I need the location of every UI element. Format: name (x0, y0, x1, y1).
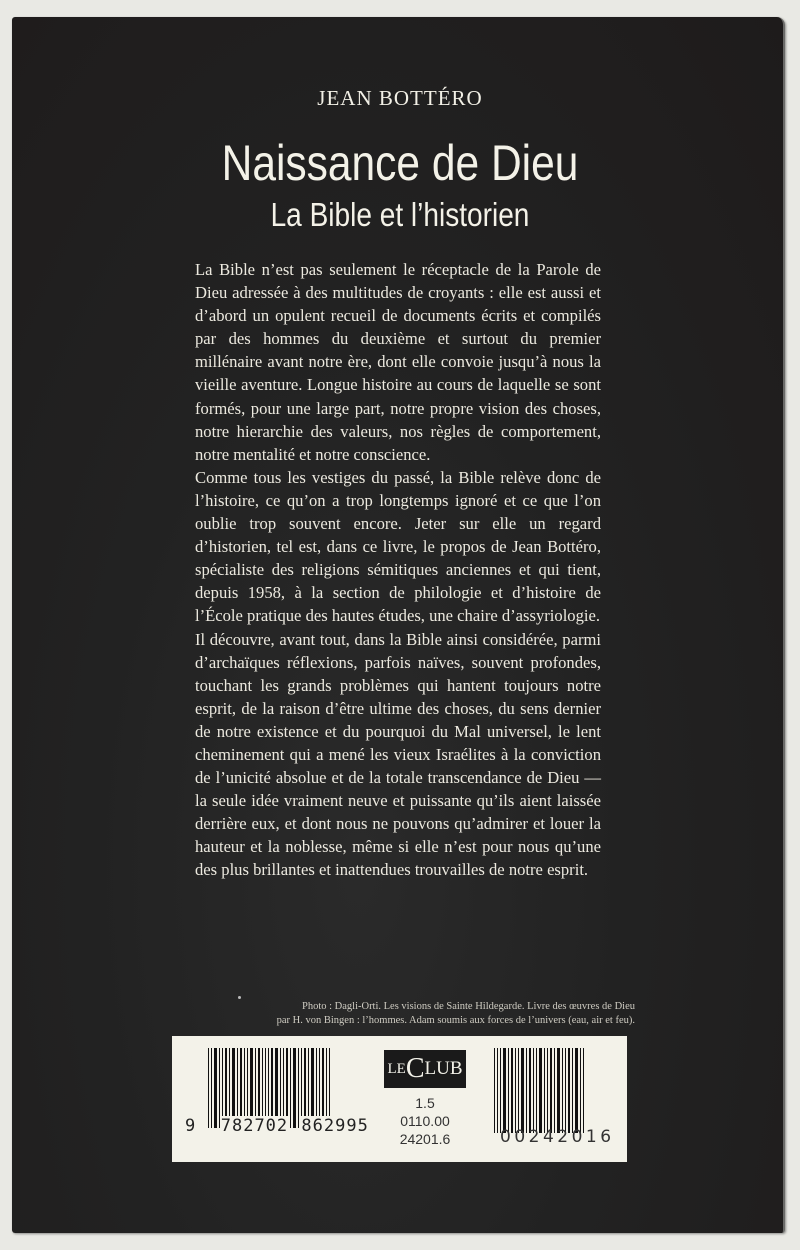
speck (238, 996, 241, 999)
barcode-bar (511, 1048, 513, 1133)
blurb-paragraph: La Bible n’est pas seulement le réceptacle de la Parole de Dieu adressée à des multitudes de croyants : elle est aussi et d’abord un opulent recueil de documents écrits et compilés par des hommes du deuxième et surtout du premier millénaire avant notre ère, dont elle convoie jusqu’à nous la vieille aventure. Longue histoire au cours de laquelle se sont formés, pour une large part, notre propre vision des choses, notre hierarchie des valeurs, nos règles de comportement, notre mentalité et notre conscience. (195, 260, 601, 464)
barcode-bar (494, 1048, 495, 1133)
code-line: 1.5 (415, 1095, 435, 1111)
photo-credit-line: Photo : Dagli-Orti. Les visions de Sainte Hildegarde. Livre des œuvres de Dieu (301, 1001, 635, 1012)
barcode-bar (575, 1048, 578, 1133)
ean-barcode (494, 1048, 586, 1133)
barcode-bar (521, 1048, 524, 1133)
barcode-bar (572, 1048, 573, 1133)
ean-number: 00242016 (500, 1127, 615, 1147)
barcode-label (172, 1036, 627, 1162)
barcode-bar (550, 1048, 552, 1133)
barcode-bar (497, 1048, 498, 1133)
barcode-bar (583, 1048, 584, 1133)
barcode-bar (539, 1048, 542, 1133)
isbn-prefix: 9 (185, 1116, 197, 1136)
blurb-paragraph: Comme tous les vestiges du passé, la Bible relève donc de l’histoire, ce qu’on a trop longtemps ignoré et ce que l’on oublie trop souvent encore. Jeter sur elle un regard d’historien, tel est, dans ce livre, le propos de Jean Bottéro, spécialiste des religions sémitiques anciennes et qui tient, depuis 1958, à la section de philologie et d’histoire de l’École pratique des hautes études, une chaire d’assyriologie. (195, 467, 601, 626)
barcode-bar (544, 1048, 545, 1133)
barcode-bar (515, 1048, 516, 1133)
le-club-logo (384, 1050, 466, 1088)
blurb-paragraph: Il découvre, avant tout, dans la Bible ainsi considérée, parmi d’archaïques réflexions, parfois naïves, souvent profondes, touchant les grands problèmes qui hantent toujours notre esprit, de la raison d’être ultime des choses, du sens dernier de notre existence et du pourquoi du Mal universel, le lent cheminement qui a mené les vieux Israélites à la conviction de l’unicité absolue et de la totale transcendance de Dieu — la seule idée vraiment neuve et puissante qu’ils aient laissée derrière eux, et dont nous ne pouvons qu’admirer et louer la hauteur et la noblesse, même si elle n’est pour nous qu’une des plus brillantes et inattendues trouvailles de notre esprit. (195, 629, 601, 880)
barcode-bar (503, 1048, 506, 1133)
book-title: Naissance de Dieu (221, 135, 579, 191)
barcode-bar (562, 1048, 563, 1133)
barcode-bar (500, 1048, 501, 1133)
barcode-bar (557, 1048, 560, 1133)
photo-credit-line: par H. von Bingen : l’hommes. Adam soumis aux forces de l’univers (eau, air et feu). (276, 1015, 635, 1026)
code-line: 0110.00 (400, 1113, 450, 1129)
barcode-bar (568, 1048, 570, 1133)
isbn-group-2: 862995 (301, 1116, 369, 1136)
code-line: 24201.6 (399, 1131, 451, 1147)
barcode-bar (529, 1048, 531, 1133)
barcode-bar (565, 1048, 566, 1133)
book-subtitle: La Bible et l’historien (270, 196, 530, 233)
barcode-bar (547, 1048, 548, 1133)
isbn-group-1: 782702 (220, 1116, 289, 1136)
barcode-bar (554, 1048, 555, 1133)
logo-c: C (405, 1053, 425, 1084)
barcode-bar (580, 1048, 581, 1133)
catalog-codes (384, 1094, 466, 1148)
barcode-bar (518, 1048, 519, 1133)
photo-credit (250, 1000, 635, 1028)
author-name: JEAN BOTTÉRO (317, 86, 483, 110)
blurb-text (195, 258, 601, 882)
logo-lub: LUB (424, 1058, 463, 1079)
isbn-number (184, 1116, 370, 1136)
barcode-bar (536, 1048, 537, 1133)
barcode-bar (508, 1048, 509, 1133)
barcode-bar (526, 1048, 527, 1133)
logo-le: LE (387, 1060, 406, 1077)
barcode-bar (533, 1048, 534, 1133)
